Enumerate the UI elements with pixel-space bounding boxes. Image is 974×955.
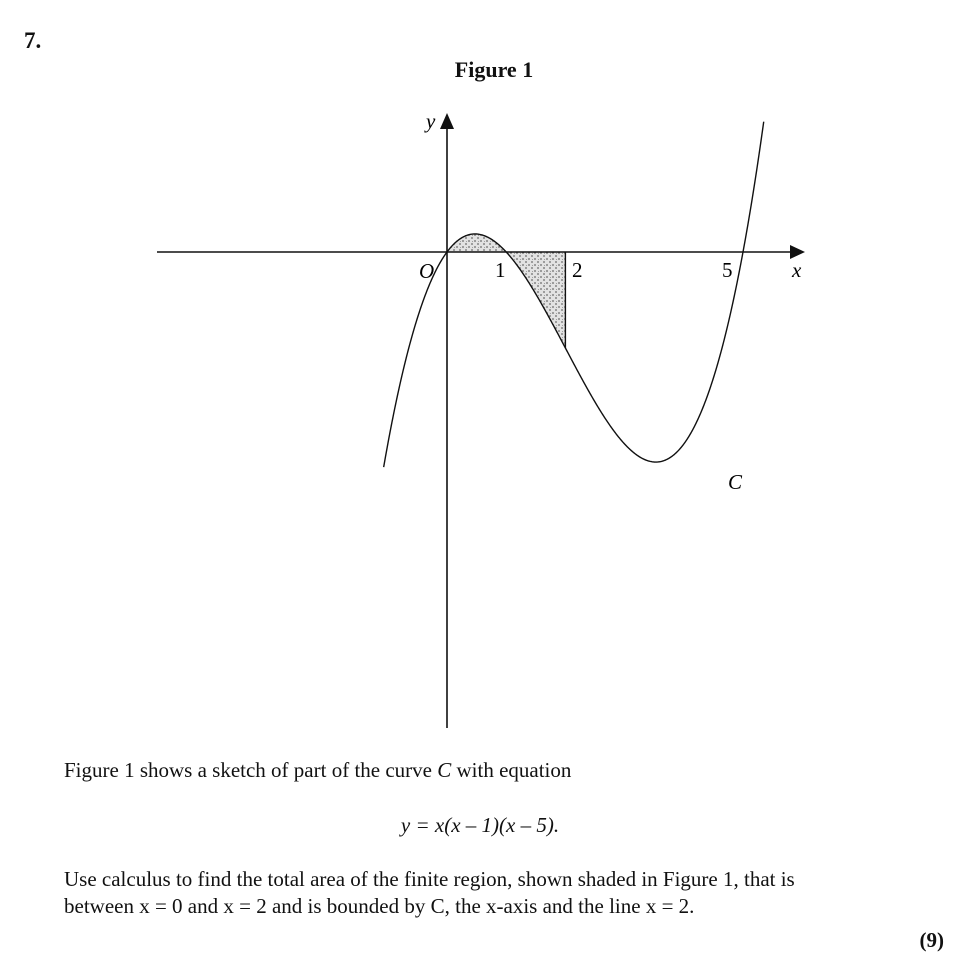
task-line-1: Use calculus to find the total area of the finite region, shown shaded in Figure 1, that is [64, 867, 795, 891]
y-axis-arrow [440, 113, 454, 129]
tick-label-1: 1 [495, 258, 506, 282]
tick-label-5: 5 [722, 258, 733, 282]
intro-before: Figure 1 shows a sketch of part of the curve [64, 758, 438, 782]
x-axis-arrow [790, 245, 805, 259]
tick-label-2: 2 [572, 258, 583, 282]
x-axis-label: x [792, 258, 802, 282]
intro-after: with equation [451, 758, 572, 782]
marks-value: (9) [919, 928, 944, 952]
curve-label: C [728, 470, 743, 494]
intro-text [64, 757, 571, 784]
y-axis-label: y [426, 109, 436, 133]
curve-equation: y = x(x – 1)(x – 5). [400, 813, 560, 837]
curve-c [384, 122, 764, 467]
task-line-2: between x = 0 and x = 2 and is bounded by C, the x-axis and the line x = 2. [64, 894, 695, 918]
shaded-region-below-axis [506, 252, 565, 348]
figure-title: Figure 1 [454, 57, 534, 82]
intro-curve-name: C [437, 758, 452, 782]
task-text [64, 866, 795, 920]
origin-label: O [419, 259, 435, 283]
question-number: 7. [24, 28, 42, 53]
